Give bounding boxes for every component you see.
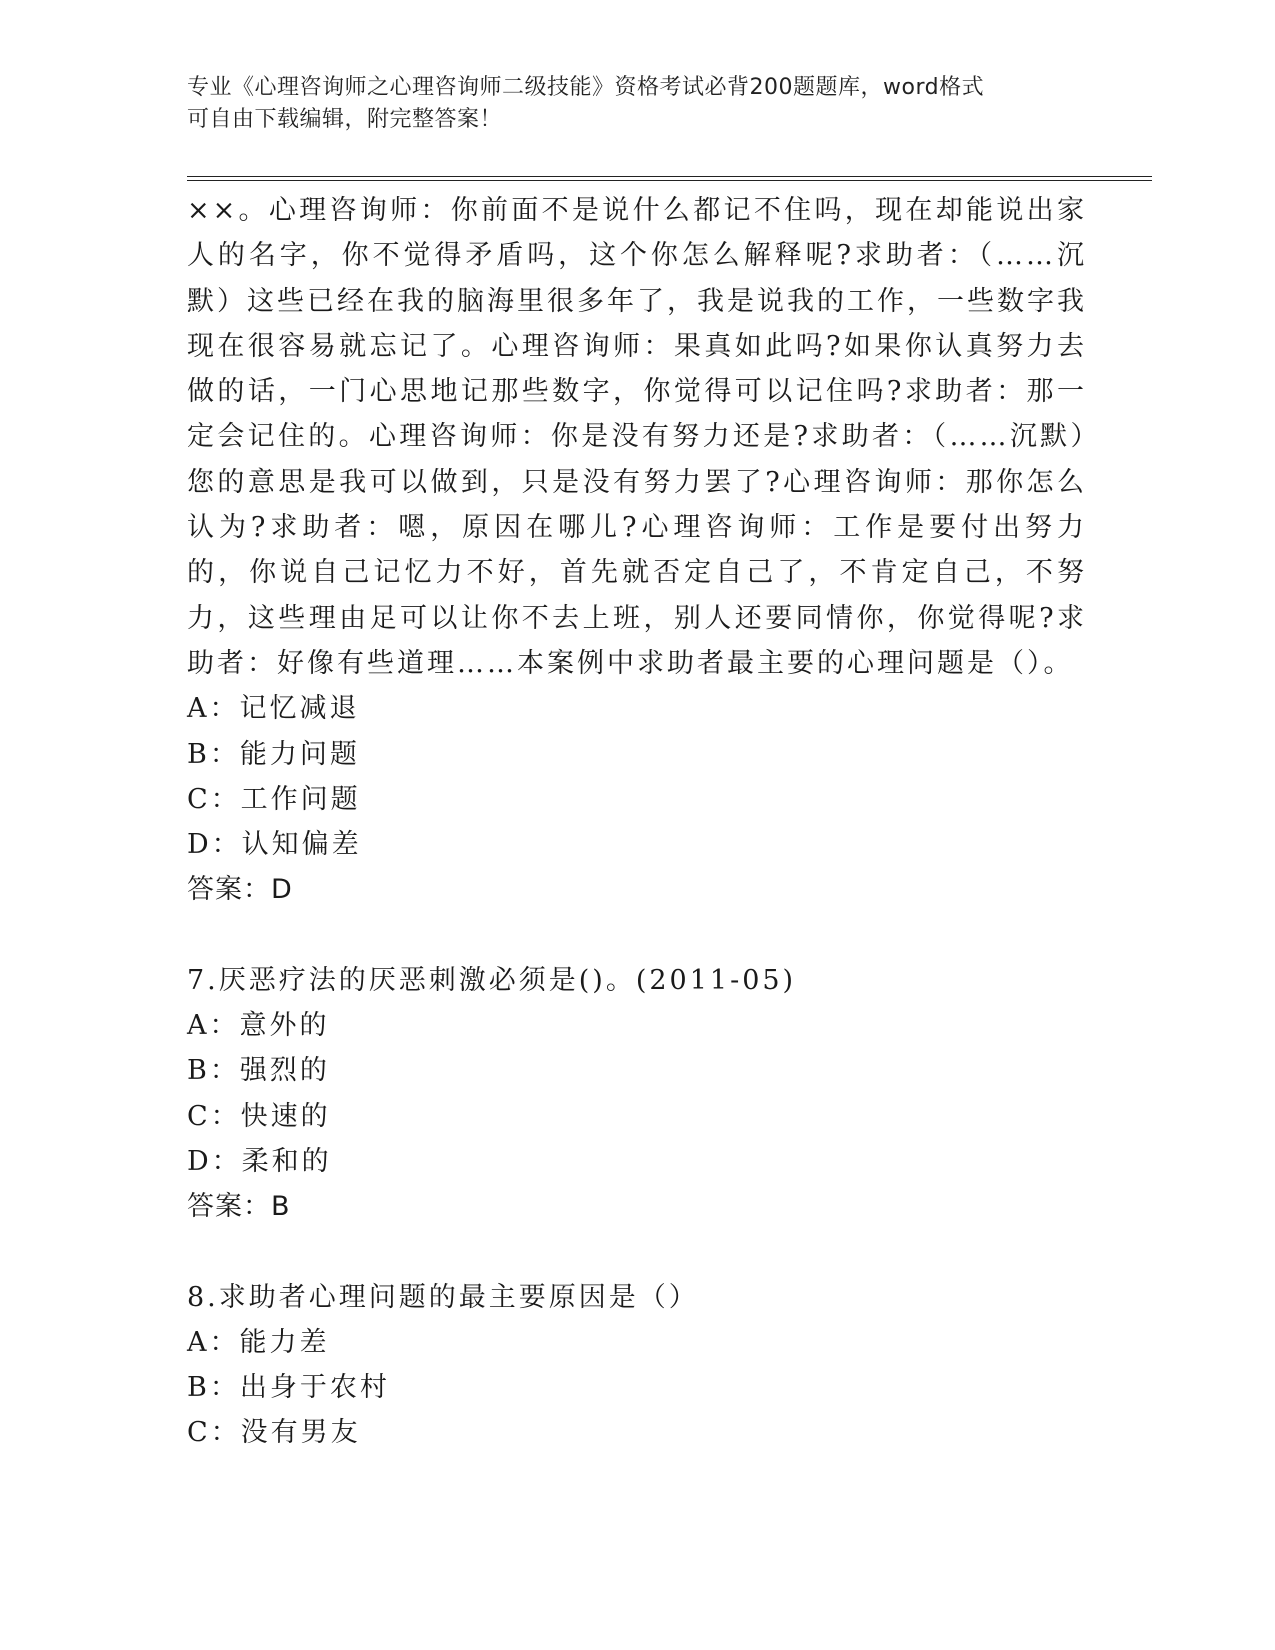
header-title-line-1: 专业《心理咨询师之心理咨询师二级技能》资格考试必背200题题库，word格式 [187,75,985,100]
document-header [187,72,1067,136]
question-8-option-c: C：没有男友 [187,1417,361,1449]
question-7-option-b: B：强烈的 [187,1055,330,1087]
question-6-passage: ××。心理咨询师：你前面不是说什么都记不住吗，现在却能说出家人的名字，你不觉得矛盾吗，这个你怎么解释呢?求助者：（……沉默）这些已经在我的脑海里很多年了，我是说我的工作，一些数字我现在很容易就忘记了。心理咨询师：果真如此吗?如果你认真努力去做的话，一门心思地记那些数字，你觉得可以记住吗?求助者：那一定会记住的。心理咨询师：你是没有努力还是?求助者：（……沉默）您的意思是我可以做到，只是没有努力罢了?心理咨询师：那你怎么认为?求助者：嗯，原因在哪儿?心理咨询师：工作是要付出努力的，你说自己记忆力不好，首先就否定自己了，不肯定自己，不努力，这些理由足可以让你不去上班，别人还要同情你，你觉得呢?求助者：好像有些道理……本案例中求助者最主要的心理问题是（）。 [187,195,1087,679]
question-7-answer: 答案：B [187,1191,291,1223]
question-7-option-a: A：意外的 [187,1010,330,1042]
question-8-option-b: B：出身于农村 [187,1372,390,1404]
spacer [187,1230,1087,1275]
question-6-answer: 答案：D [187,874,293,906]
question-7-option-c: C：快速的 [187,1100,331,1132]
question-8-option-a: A：能力差 [187,1326,330,1358]
question-content [187,188,1087,1456]
question-6-option-a: A：记忆减退 [187,693,360,725]
question-6-option-b: B：能力问题 [187,738,360,770]
question-7-option-d: D：柔和的 [187,1145,332,1177]
header-title-line-2: 可自由下载编辑，附完整答案！ [187,107,503,132]
question-6-option-c: C：工作问题 [187,783,361,815]
question-7-stem: 7.厌恶疗法的厌恶刺激必须是()。(2011-05) [187,964,797,996]
question-6-option-d: D：认知偏差 [187,829,362,861]
question-8-stem: 8.求助者心理问题的最主要原因是（） [187,1281,699,1313]
header-divider-bottom [187,180,1152,181]
header-divider-top [187,176,1152,177]
spacer [187,913,1087,958]
